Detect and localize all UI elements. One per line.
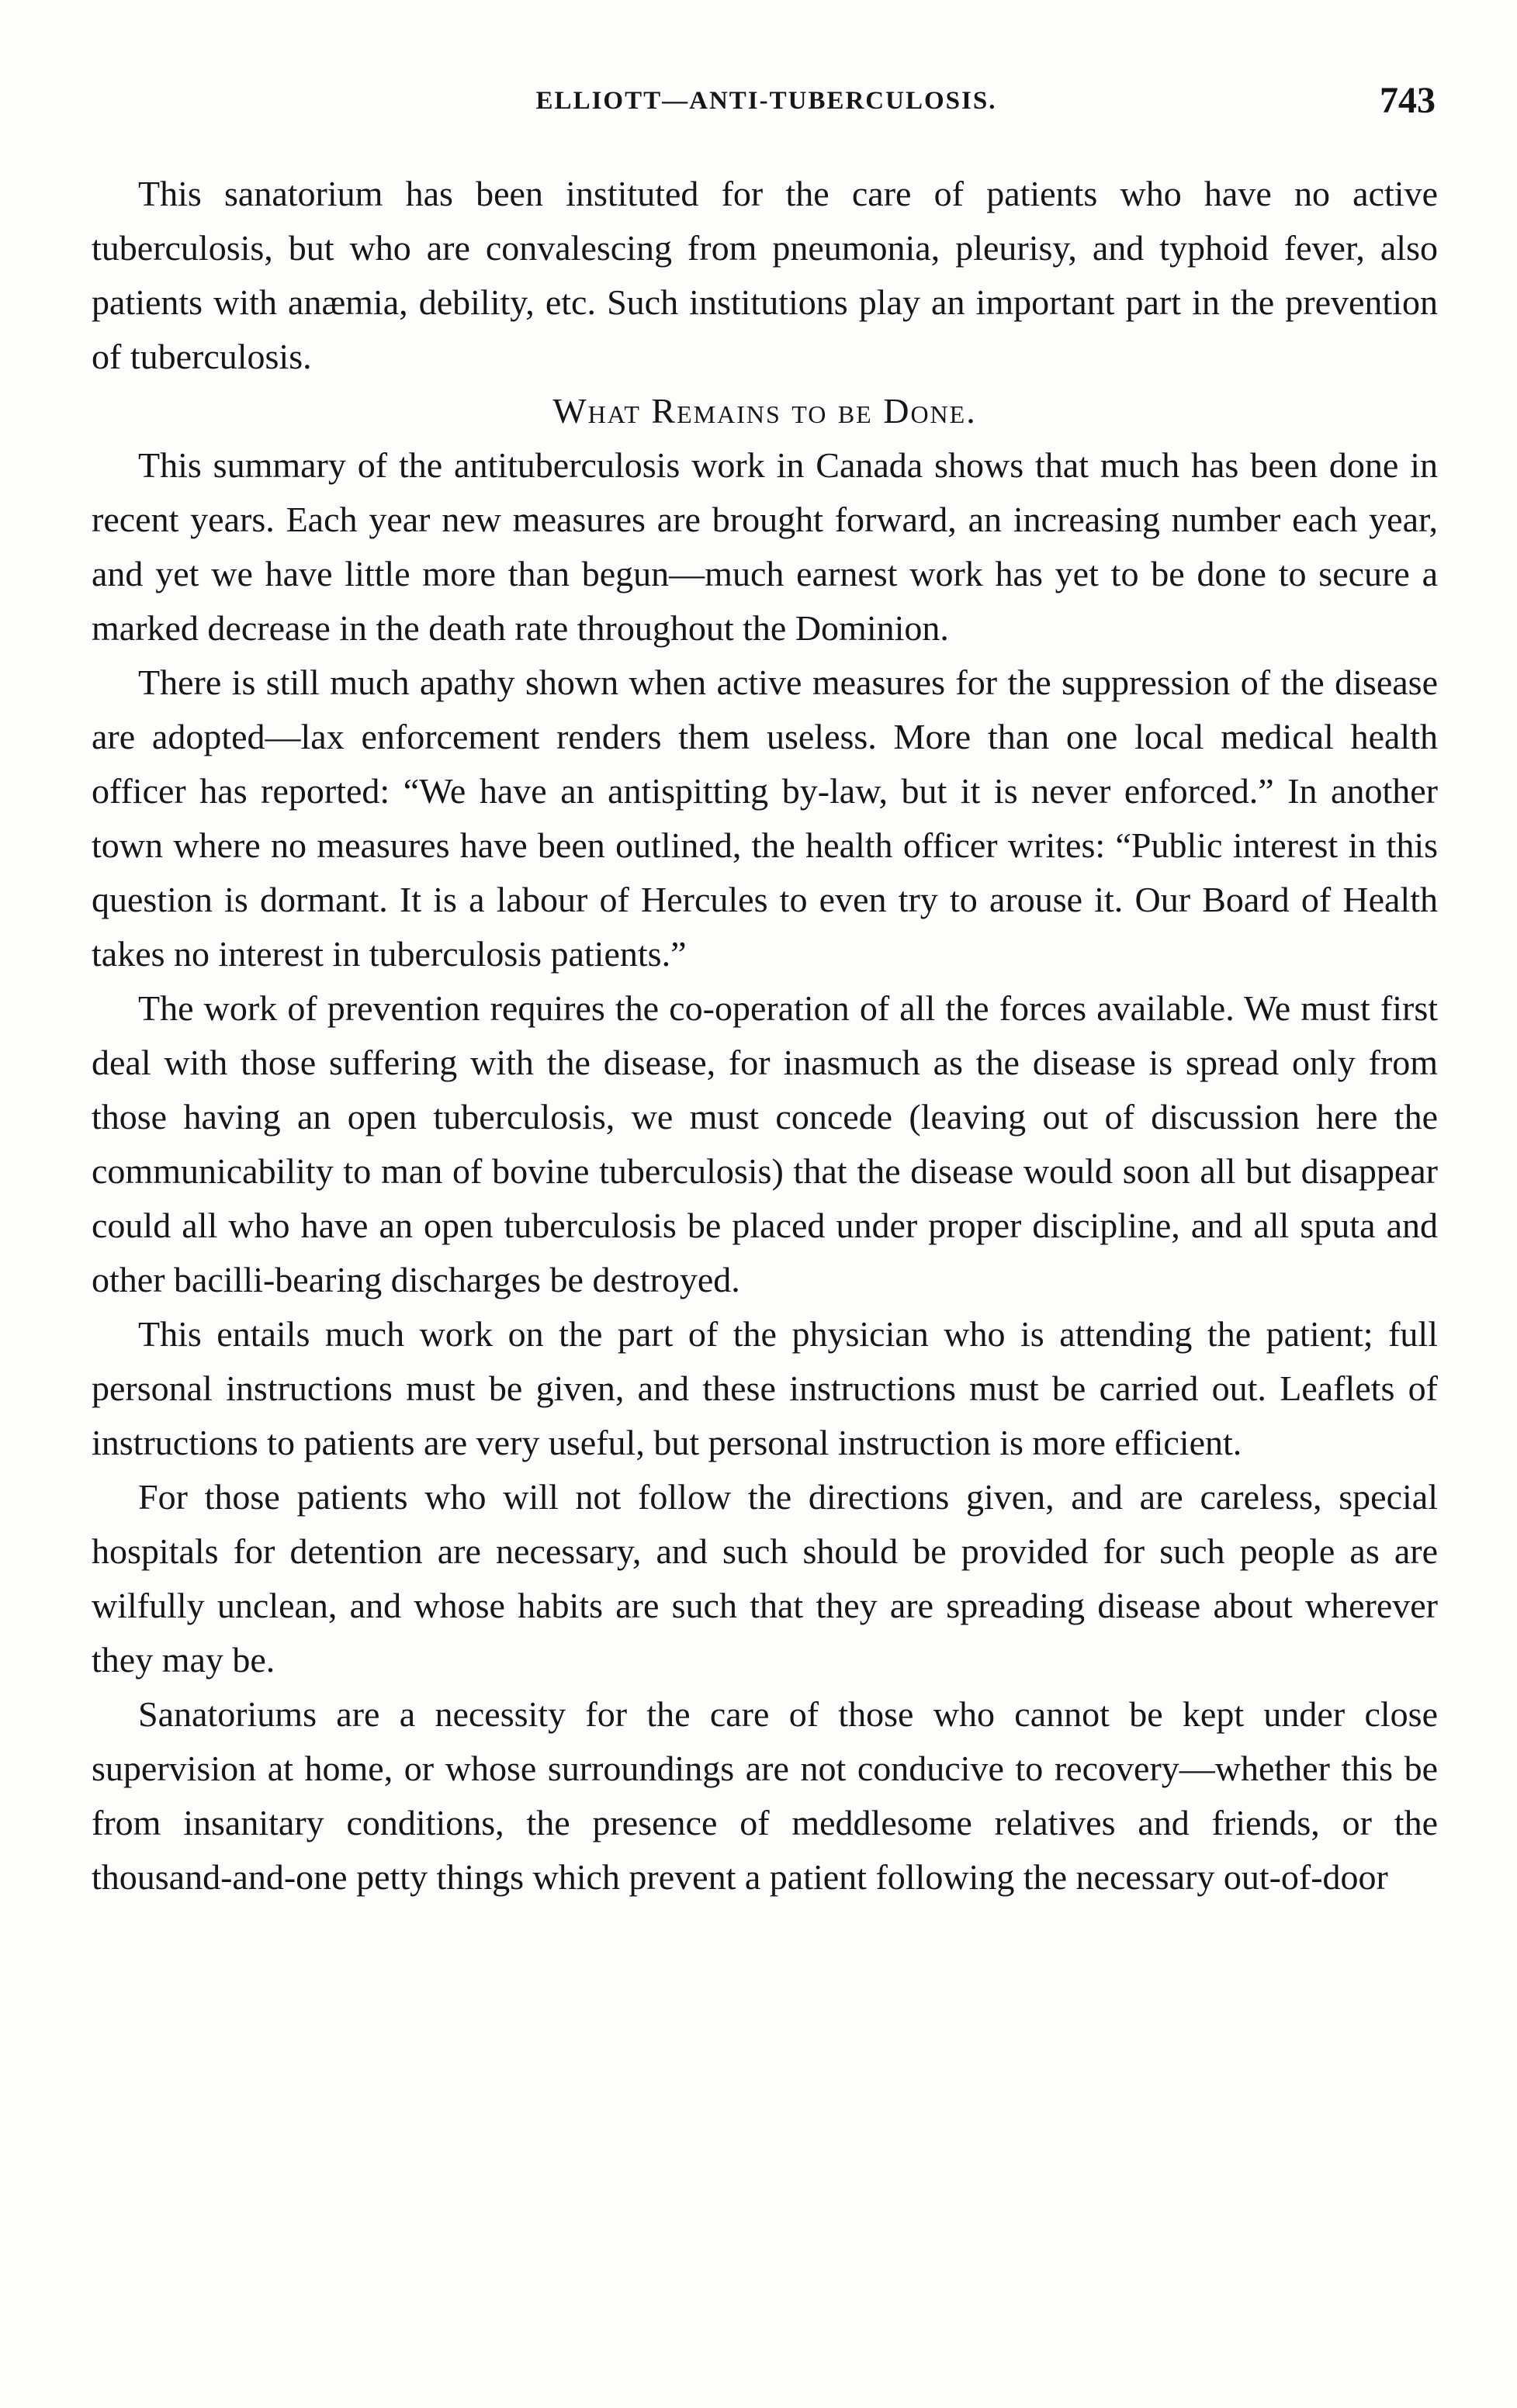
paragraph-summary: This summary of the antituberculosis work in Canada shows that much has been done in recent years. Each year new measures are brought forward, an increasing number each year, and yet we have little more than begun—much earnest work has yet to be done to secure a marked decrease in the death rate throughout the Dominion. xyxy=(92,445,1438,648)
running-header xyxy=(97,78,1436,124)
body-text xyxy=(92,167,1438,1905)
paragraph-detention: For those patients who will not follow the directions given, and are careless, special hospitals for detention are necessary, and such should be provided for such people as are wilfully unclean, and whose habits are such that they are spreading disease about wherever they may be. xyxy=(92,1477,1438,1680)
paragraph-prevention: The work of prevention requires the co-operation of all the forces available. We must first deal with those suffering with the disease, for inasmuch as the disease is spread only from those having an open tuberculosis, we must concede (leaving out of discussion here the communicability to man of bovine tuberculosis) that the disease would soon all but disappear could all who have an open tuberculosis be placed under proper discipline, and all sputa and other bacilli-bearing discharges be destroyed. xyxy=(92,988,1438,1299)
paragraph-apathy: There is still much apathy shown when active measures for the suppression of the disease are adopted—lax enforcement renders them useless. More than one local medical health officer has reported: “We have an antispitting by-law, but it is never enforced.” In another town where no measures have been outlined, the health officer writes: “Public interest in this question is dormant. It is a labour of Hercules to even try to arouse it. Our Board of Health takes no interest in tuberculosis patients.” xyxy=(92,663,1438,974)
intro-paragraph: This sanatorium has been instituted for the care of patients who have no active tuberculosis, but who are convalescing from pneumonia, pleurisy, and typhoid fever, also patients with anæmia, debility, etc. Such institutions play an important part in the prevention of tuberculosis. xyxy=(92,174,1438,376)
section-heading: What Remains to be Done. xyxy=(552,391,977,431)
page-number: 743 xyxy=(1380,80,1436,121)
paragraph-physician: This entails much work on the part of the physician who is attending the patient; full personal instructions must be given, and these instructions must be carried out. Leaflets of instructions to patients are very useful, but personal instruction is more efficient. xyxy=(92,1314,1438,1462)
paragraph-sanatoriums: Sanatoriums are a necessity for the care of those who cannot be kept under close supervision at home, or whose surroundings are not conducive to recovery—whether this be from insanitary conditions, the presence of meddlesome relatives and friends, or the thousand-and-one petty things which prevent a patient following the necessary out-of-door xyxy=(92,1694,1438,1897)
running-title: ELLIOTT—ANTI-TUBERCULOSIS. xyxy=(535,87,997,115)
